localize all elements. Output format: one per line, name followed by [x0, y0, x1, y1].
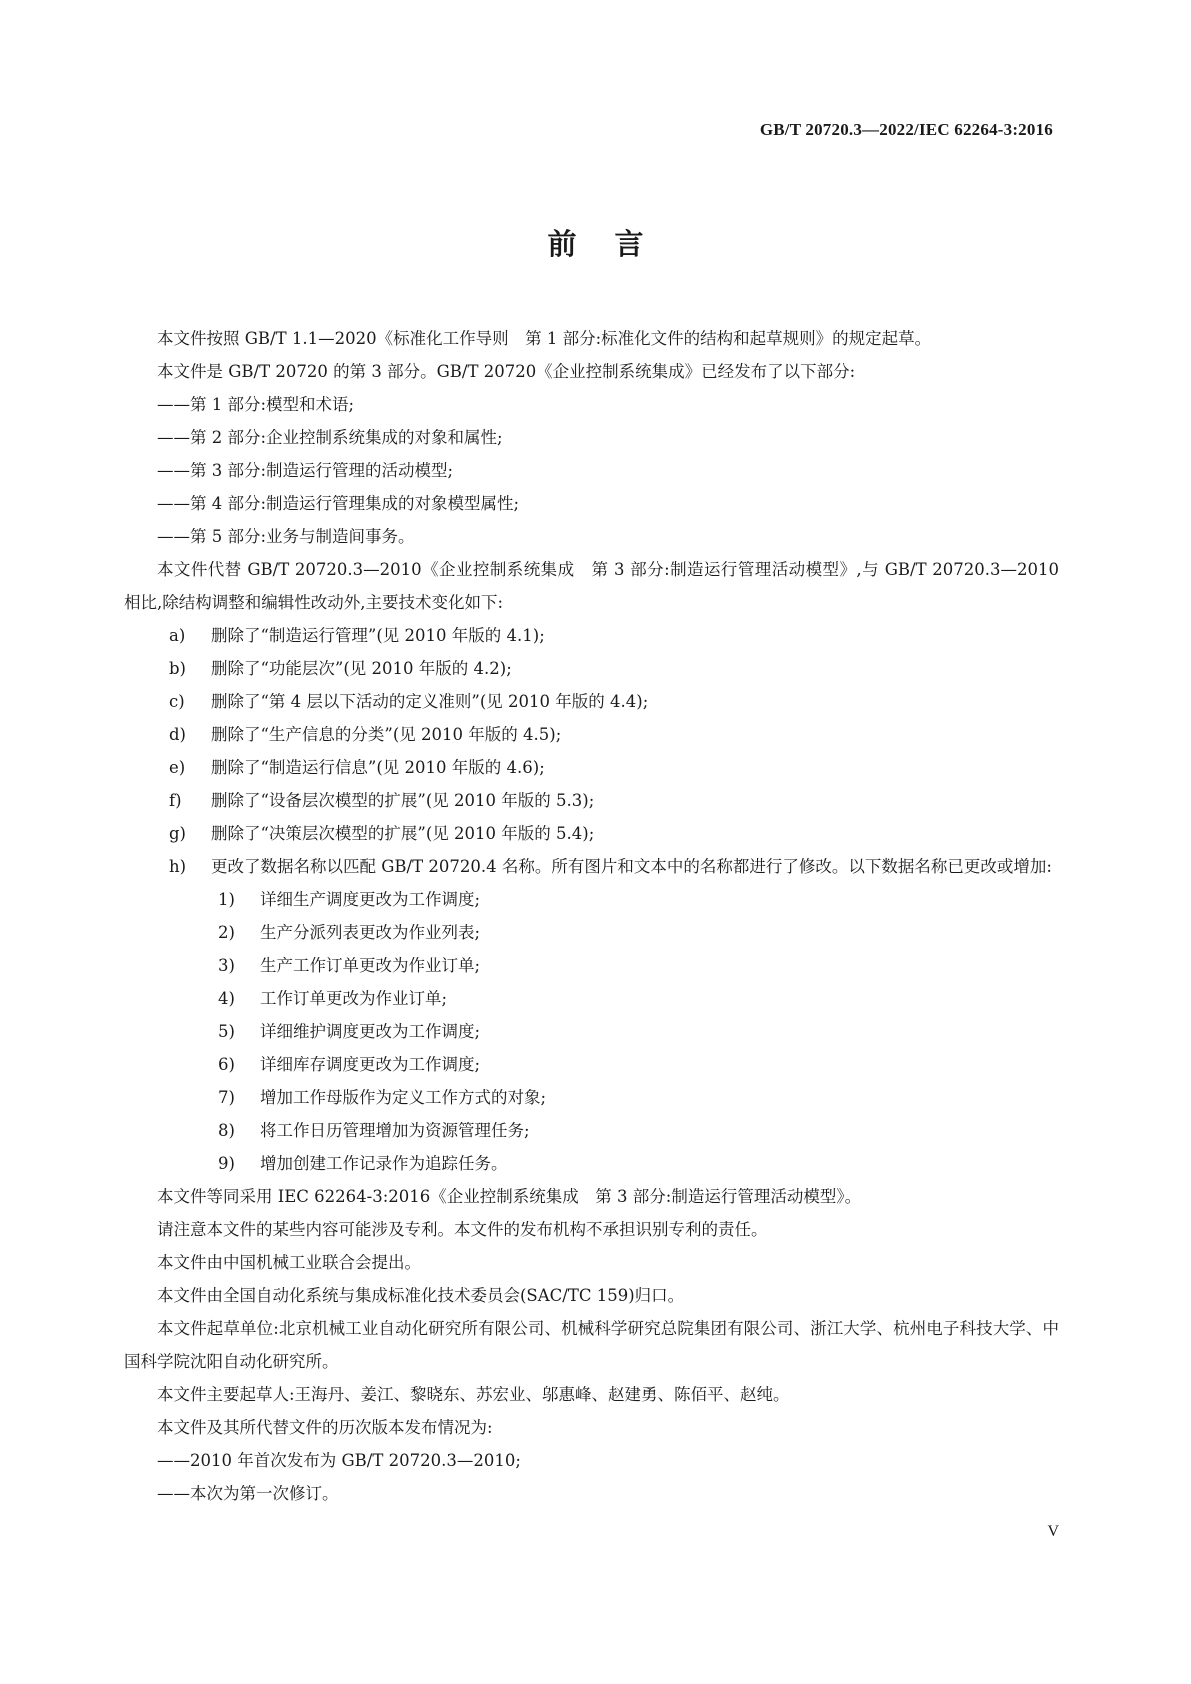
subchange-marker: 7): [218, 1088, 235, 1107]
change-text: 删除了“生产信息的分类”(见 2010 年版的 4.5);: [211, 725, 562, 744]
page-number: V: [1047, 1523, 1059, 1540]
paragraph-drafting-units: 本文件起草单位:北京机械工业自动化研究所有限公司、机械科学研究总院集团有限公司、浙江大学、杭州电子科技大学、中国科学院沈阳自动化研究所。: [124, 1319, 1059, 1371]
paragraph-drafting-rules: 本文件按照 GB/T 1.1—2020《标准化工作导则 第 1 部分:标准化文件的结构和起草规则》的规定起草。: [157, 329, 932, 348]
parts-list-item: ——第 4 部分:制造运行管理集成的对象模型属性;: [157, 494, 520, 513]
parts-list-item: ——第 1 部分:模型和术语;: [157, 395, 355, 414]
change-item: [124, 751, 1059, 784]
change-marker: f): [169, 791, 182, 810]
subchange-text: 生产分派列表更改为作业列表;: [260, 923, 481, 942]
change-marker: e): [169, 758, 186, 777]
subchange-item: [124, 982, 1059, 1015]
subchange-item: [124, 1081, 1059, 1114]
subchange-item: [124, 1114, 1059, 1147]
subchange-marker: 2): [218, 923, 235, 942]
change-item: [124, 850, 1059, 883]
subchange-marker: 9): [218, 1154, 235, 1173]
change-marker: h): [169, 857, 187, 876]
change-text: 删除了“设备层次模型的扩展”(见 2010 年版的 5.3);: [211, 791, 595, 810]
subchange-marker: 3): [218, 956, 235, 975]
paragraph-series-intro: 本文件是 GB/T 20720 的第 3 部分。GB/T 20720《企业控制系统集成》已经发布了以下部分:: [157, 362, 856, 381]
subchange-marker: 6): [218, 1055, 235, 1074]
change-marker: d): [169, 725, 186, 744]
change-item: [124, 652, 1059, 685]
paragraph-committee: 本文件由全国自动化系统与集成标准化技术委员会(SAC/TC 159)归口。: [157, 1286, 685, 1305]
paragraph-proposer: 本文件由中国机械工业联合会提出。: [157, 1253, 421, 1272]
subchange-item: [124, 883, 1059, 916]
change-marker: a): [169, 626, 186, 645]
subchange-marker: 4): [218, 989, 235, 1008]
subchange-text: 生产工作订单更改为作业订单;: [260, 956, 481, 975]
change-marker: c): [169, 692, 185, 711]
change-text: 删除了“决策层次模型的扩展”(见 2010 年版的 5.4);: [211, 824, 595, 843]
change-marker: b): [169, 659, 186, 678]
foreword-body: [124, 322, 1059, 1510]
history-item: ——2010 年首次发布为 GB/T 20720.3—2010;: [157, 1451, 521, 1470]
paragraph-patent-notice: 请注意本文件的某些内容可能涉及专利。本文件的发布机构不承担识别专利的责任。: [157, 1220, 768, 1239]
change-item: [124, 784, 1059, 817]
change-item: [124, 685, 1059, 718]
change-item: [124, 817, 1059, 850]
paragraph-drafters: 本文件主要起草人:王海丹、姜江、黎晓东、苏宏业、邬惠峰、赵建勇、陈佰平、赵纯。: [157, 1385, 790, 1404]
change-marker: g): [169, 824, 186, 843]
paragraph-history-intro: 本文件及其所代替文件的历次版本发布情况为:: [157, 1418, 493, 1437]
subchange-text: 工作订单更改为作业订单;: [260, 989, 448, 1008]
change-item: [124, 718, 1059, 751]
change-item: [124, 619, 1059, 652]
subchange-marker: 5): [218, 1022, 235, 1041]
subchange-text: 增加创建工作记录作为追踪任务。: [260, 1154, 508, 1173]
subchanges-list: [124, 883, 1059, 1180]
subchange-text: 详细库存调度更改为工作调度;: [260, 1055, 481, 1074]
subchange-marker: 8): [218, 1121, 235, 1140]
history-item: ——本次为第一次修订。: [157, 1484, 339, 1503]
change-text: 更改了数据名称以匹配 GB/T 20720.4 名称。所有图片和文本中的名称都进行了修改。以下数据名称已更改或增加:: [211, 857, 1052, 876]
change-text: 删除了“第 4 层以下活动的定义准则”(见 2010 年版的 4.4);: [211, 692, 649, 711]
change-text: 删除了“制造运行管理”(见 2010 年版的 4.1);: [211, 626, 545, 645]
parts-list-item: ——第 5 部分:业务与制造间事务。: [157, 527, 415, 546]
changes-list: [124, 619, 1059, 883]
paragraph-adoption: 本文件等同采用 IEC 62264-3:2016《企业控制系统集成 第 3 部分:制造运行管理活动模型》。: [157, 1187, 862, 1206]
subchange-text: 增加工作母版作为定义工作方式的对象;: [260, 1088, 547, 1107]
parts-list-item: ——第 2 部分:企业控制系统集成的对象和属性;: [157, 428, 503, 447]
change-text: 删除了“制造运行信息”(见 2010 年版的 4.6);: [211, 758, 545, 777]
page-title: 前言: [547, 227, 682, 261]
subchange-marker: 1): [218, 890, 235, 909]
change-text: 删除了“功能层次”(见 2010 年版的 4.2);: [211, 659, 512, 678]
paragraph-replacement: 本文件代替 GB/T 20720.3—2010《企业控制系统集成 第 3 部分:制造运行管理活动模型》,与 GB/T 20720.3—2010 相比,除结构调整和编辑性改动外,主要技术变化如下:: [124, 560, 1059, 612]
subchange-text: 将工作日历管理增加为资源管理任务;: [260, 1121, 530, 1140]
subchange-item: [124, 1048, 1059, 1081]
subchange-item: [124, 949, 1059, 982]
subchange-item: [124, 1015, 1059, 1048]
subchange-text: 详细生产调度更改为工作调度;: [260, 890, 481, 909]
subchange-item: [124, 1147, 1059, 1180]
standard-number-header: GB/T 20720.3—2022/IEC 62264-3:2016: [759, 120, 1053, 139]
parts-list: [124, 388, 1059, 553]
subchange-item: [124, 916, 1059, 949]
history-list: [124, 1444, 1059, 1510]
subchange-text: 详细维护调度更改为工作调度;: [260, 1022, 481, 1041]
parts-list-item: ——第 3 部分:制造运行管理的活动模型;: [157, 461, 454, 480]
